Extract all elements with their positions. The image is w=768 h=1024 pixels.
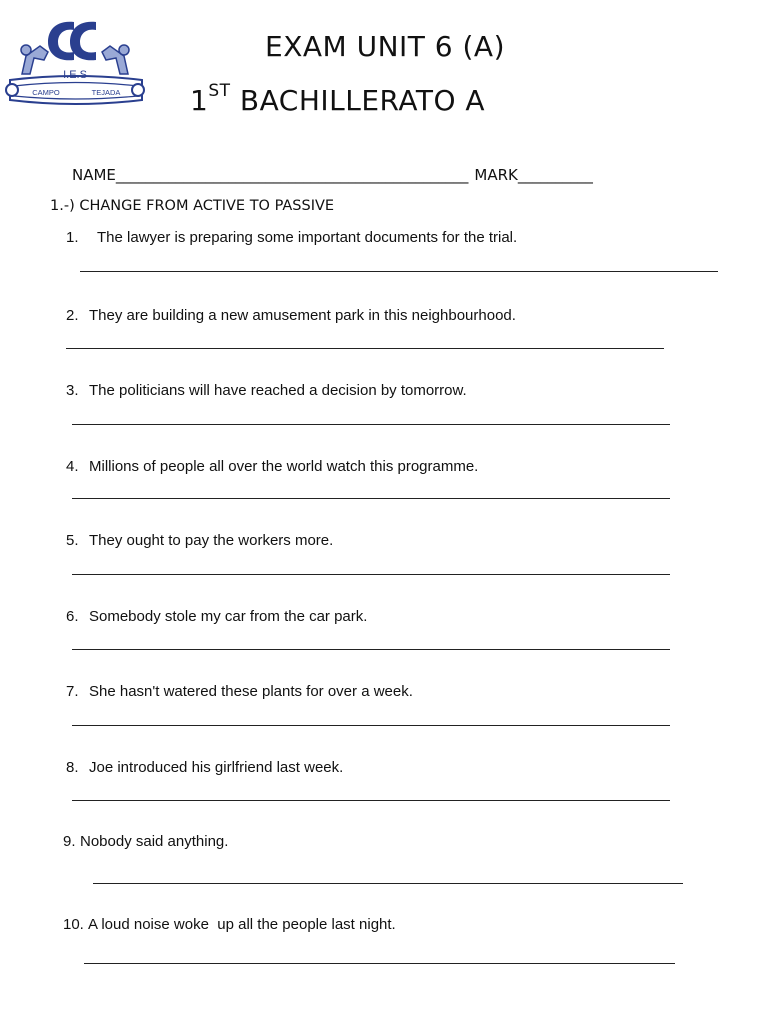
item-number: 9. [63, 833, 76, 850]
item-number: 6. [66, 608, 79, 625]
exam-title: EXAM UNIT 6 (A) [265, 30, 506, 63]
exercise-item [66, 307, 516, 324]
exercise-item [63, 833, 228, 850]
student-info-line [72, 166, 593, 184]
item-sentence: She hasn't watered these plants for over a week. [89, 683, 413, 700]
exercise-item [66, 382, 467, 399]
item-sentence: Millions of people all over the world watch this programme. [89, 458, 479, 475]
answer-line[interactable] [93, 883, 683, 884]
item-number: 2. [66, 307, 79, 324]
item-sentence: Nobody said anything. [80, 833, 229, 850]
logo-initials: I.E.S [63, 69, 87, 81]
exercise-item [66, 229, 517, 246]
name-label: NAME [72, 166, 116, 184]
exercise-item [66, 608, 367, 625]
class-title-rest: BACHILLERATO A [230, 84, 486, 117]
mark-field[interactable]: __________ [517, 166, 593, 184]
item-number: 8. [66, 759, 79, 776]
exercise-item [66, 683, 413, 700]
answer-line[interactable] [72, 498, 670, 499]
class-title [190, 80, 486, 117]
item-sentence: A loud noise woke up all the people last night. [88, 916, 396, 933]
item-sentence: Somebody stole my car from the car park. [89, 608, 368, 625]
item-sentence: They ought to pay the workers more. [89, 532, 334, 549]
exercise-item [66, 759, 343, 776]
item-sentence: The lawyer is preparing some important documents for the trial. [97, 229, 518, 246]
exercise-item [66, 458, 478, 475]
mark-label: MARK [474, 166, 518, 184]
answer-line[interactable] [72, 574, 670, 575]
answer-line[interactable] [72, 800, 670, 801]
class-title-number: 1 [190, 84, 209, 117]
answer-line[interactable] [72, 424, 670, 425]
item-number: 10. [63, 916, 84, 933]
answer-line[interactable] [72, 649, 670, 650]
answer-line[interactable] [84, 963, 675, 964]
exercise-item [66, 532, 333, 549]
class-title-ordinal: ST [208, 80, 231, 101]
answer-line[interactable] [72, 725, 670, 726]
item-sentence: Joe introduced his girlfriend last week. [89, 759, 344, 776]
answer-line[interactable] [66, 348, 664, 349]
item-number: 3. [66, 382, 79, 399]
item-sentence: They are building a new amusement park in this neighbourhood. [89, 307, 516, 324]
item-number: 1. [66, 229, 79, 246]
item-number: 5. [66, 532, 79, 549]
logo-right-text: TEJADA [91, 88, 121, 97]
item-number: 7. [66, 683, 79, 700]
section-heading: 1.-) CHANGE FROM ACTIVE TO PASSIVE [50, 198, 335, 214]
logo-left-text: CAMPO [32, 88, 60, 97]
answer-line[interactable] [80, 271, 718, 272]
name-field[interactable]: _______________________________________________ [115, 166, 469, 184]
exercise-item [63, 916, 396, 933]
item-number: 4. [66, 458, 79, 475]
item-sentence: The politicians will have reached a decision by tomorrow. [89, 382, 467, 399]
school-logo [4, 16, 146, 108]
